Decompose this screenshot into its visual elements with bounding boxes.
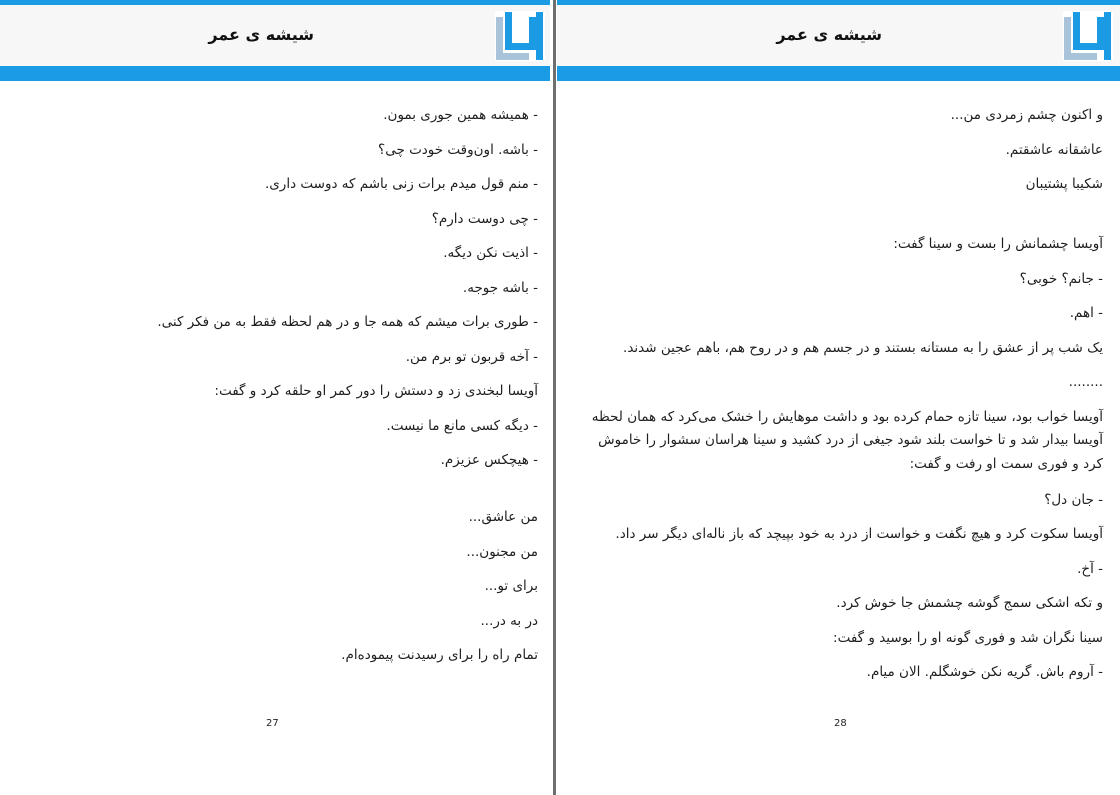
text-line: آویسا سکوت کرد و هیچ نگفت و خواست از درد به خود بپیچد که باز ناله‌ای دیگر سر داد. <box>615 526 1103 542</box>
publisher-logo-icon <box>495 11 545 61</box>
text-paragraph: آویسا خواب بود، سینا تازه حمام کرده بود و داشت موهایش را خشک می‌کرد که همان لحظه آویسا بیدار شد و تا خواست بلند شود جیغی از درد کشید و سینا هراسان سشوار را خاموش کرد و فوری سمت او رفت و گفت: <box>591 408 1103 472</box>
left-page <box>0 0 550 795</box>
text-line: در به در... <box>480 612 538 629</box>
text-line: - آخ. <box>1077 560 1103 577</box>
text-line: آویسا لبخندی زد و دستش را دور کمر او حلقه کرد و گفت: <box>214 383 538 399</box>
book-title: شیشه ی عمر <box>208 25 314 44</box>
text-line: - اهم. <box>1069 305 1103 321</box>
page-number: 28 <box>834 718 847 729</box>
header-accent-band <box>557 66 1120 81</box>
text-line: - جان دل؟ <box>1044 491 1103 508</box>
text-line: تمام راه را برای رسیدنت پیموده‌ام. <box>341 647 538 663</box>
book-title: شیشه ی عمر <box>776 25 882 44</box>
text-line: - آخه قربون تو برم من. <box>405 348 538 365</box>
book-spine-divider <box>553 0 556 795</box>
text-line: - دیگه کسی مانع ما نیست. <box>386 417 538 434</box>
text-line: سینا نگران شد و فوری گونه او را بوسید و گفت: <box>833 629 1103 646</box>
text-line: یک شب پر از عشق را به مستانه بستند و در جسم هم و در روح هم، باهم عجین شدند. <box>623 339 1103 356</box>
text-line: - طوری برات میشم که همه جا و در هم لحظه فقط به من فکر کنی. <box>157 314 538 330</box>
text-line: - همیشه همین جوری بمون. <box>383 107 538 123</box>
text-line: - هیچکس عزیزم. <box>440 452 538 468</box>
page-number: 27 <box>266 718 279 729</box>
text-line: آویسا چشمانش را بست و سینا گفت: <box>893 236 1103 252</box>
text-line: ........ <box>1068 374 1103 390</box>
text-line: - اذیت نکن دیگه. <box>443 245 538 261</box>
right-page <box>557 0 1120 795</box>
text-line: - منم قول میدم برات زنی باشم که دوست داری. <box>264 176 538 192</box>
text-line: من عاشق... <box>468 509 538 525</box>
page-header <box>0 5 550 66</box>
text-line: - آروم باش. گریه نکن خوشگلم. الان میام. <box>866 664 1103 680</box>
text-line: - جانم؟ خوبی؟ <box>1019 270 1103 287</box>
text-line: - باشه. اون‌وقت خودت چی؟ <box>378 141 538 158</box>
text-line: من مجنون... <box>466 543 538 560</box>
text-line: - باشه جوجه. <box>462 279 538 296</box>
text-line: - چی دوست دارم؟ <box>431 210 538 227</box>
text-line: و تکه اشکی سمج گوشه چشمش جا خوش کرد. <box>836 595 1103 611</box>
page-body <box>118 104 538 679</box>
text-line: و اکنون چشم زمردی من... <box>950 107 1103 123</box>
text-line: عاشقانه عاشقتم. <box>1005 141 1103 158</box>
publisher-logo-icon <box>1063 11 1113 61</box>
page-body <box>583 104 1103 696</box>
header-accent-band <box>0 66 550 81</box>
text-line: برای تو... <box>484 578 538 594</box>
text-line: شکیبا پشتیبان <box>1025 176 1103 192</box>
page-header <box>557 5 1120 66</box>
